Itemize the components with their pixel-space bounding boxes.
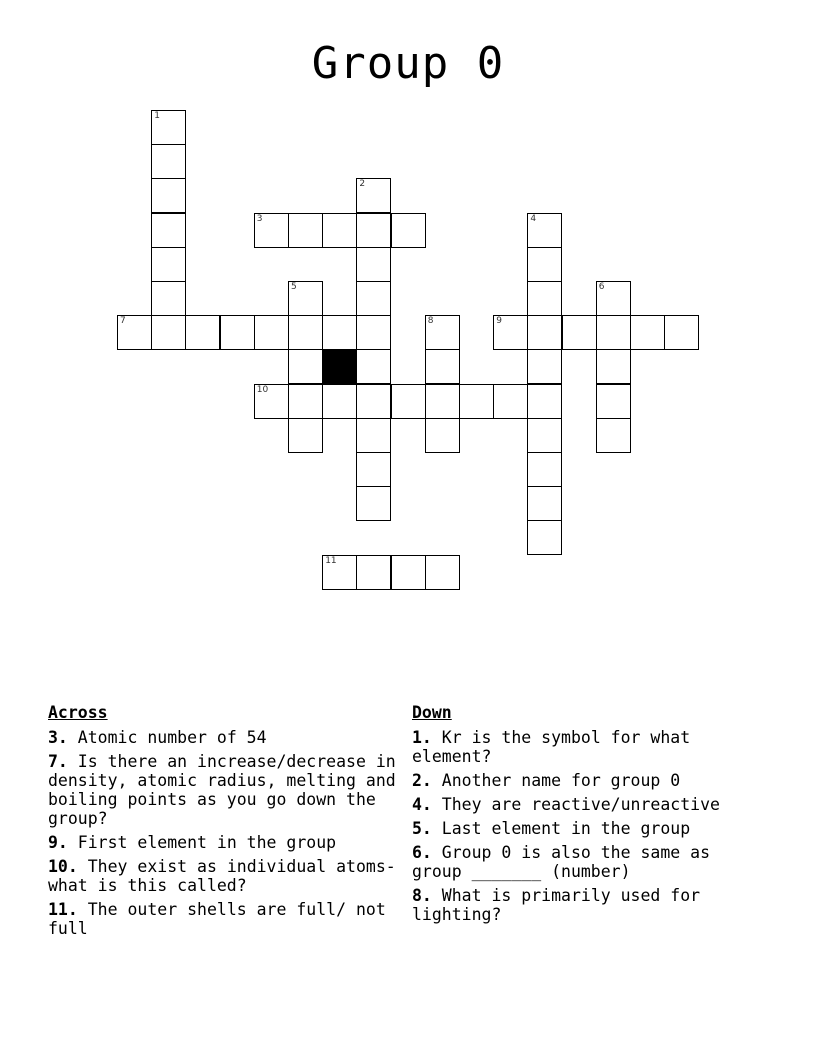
crossword-cell[interactable] [527, 452, 562, 487]
crossword-cell[interactable] [356, 178, 391, 213]
crossword-cell[interactable] [151, 110, 186, 145]
down-clue [412, 819, 768, 838]
across-clue [48, 728, 404, 747]
clue-number: 11 [325, 555, 337, 566]
crossword-cell[interactable] [356, 213, 391, 248]
clue-text: The outer shells are full/ not full [48, 900, 396, 938]
crossword-cell[interactable] [527, 418, 562, 453]
down-clue [412, 771, 768, 790]
down-clue [412, 843, 768, 881]
clue-number: 1 [154, 111, 160, 121]
clue-number: 10 [256, 384, 269, 395]
crossword-cell[interactable] [527, 247, 562, 282]
crossword-cell[interactable] [356, 315, 391, 350]
crossword-cell[interactable] [288, 384, 323, 419]
across-clue [48, 857, 404, 895]
crossword-cell[interactable] [527, 520, 562, 555]
crossword-cell[interactable] [356, 452, 391, 487]
clue-number-label: 7. [48, 752, 68, 771]
clue-number: 8 [427, 316, 434, 327]
clue-number-label: 8. [412, 886, 432, 905]
crossword-cell[interactable] [425, 349, 460, 384]
clue-text: First element in the group [67, 833, 337, 852]
crossword-cell[interactable] [151, 281, 186, 316]
down-clue [412, 728, 768, 766]
clue-text: Group 0 is also the same as group _______ (number) [412, 843, 720, 881]
down-clue [412, 795, 768, 814]
clue-text: Atomic number of 54 [67, 728, 267, 747]
puzzle-title: Group 0 [311, 38, 505, 89]
crossword-cell[interactable] [356, 247, 391, 282]
crossword-cell[interactable] [425, 555, 460, 590]
crossword-cell[interactable] [356, 486, 391, 521]
clue-number-label: 4. [412, 795, 432, 814]
crossword-cell[interactable] [220, 315, 255, 350]
crossword-cell[interactable] [596, 281, 631, 316]
clue-text: Is there an increase/decrease in density, atomic radius, melting and boiling points as you go down the group? [48, 752, 406, 828]
clue-number-label: 3. [48, 728, 68, 747]
crossword-cell[interactable] [117, 315, 152, 350]
crossword-cell[interactable] [425, 315, 460, 350]
clue-text: Another name for group 0 [431, 771, 681, 790]
crossword-cell[interactable] [322, 315, 357, 350]
crossword-cell[interactable] [596, 418, 631, 453]
crossword-cell[interactable] [151, 178, 186, 213]
clue-text: What is primarily used for lighting? [412, 886, 711, 924]
clue-number-label: 9. [48, 833, 68, 852]
across-clue [48, 752, 404, 828]
crossword-cell[interactable] [391, 213, 426, 248]
crossword-cell[interactable] [322, 213, 357, 248]
clue-text: Kr is the symbol for what element? [412, 728, 701, 766]
crossword-cell[interactable] [288, 315, 323, 350]
crossword-cell[interactable] [254, 384, 289, 419]
clue-number: 6 [598, 282, 605, 292]
clue-number-label: 11. [48, 900, 78, 919]
clue-number-label: 2. [412, 771, 432, 790]
crossword-cell[interactable] [151, 315, 186, 350]
clue-number: 5 [291, 282, 297, 292]
down-heading: Down [412, 703, 452, 722]
clue-text: They are reactive/unreactive [431, 795, 720, 814]
crossword-cell[interactable] [425, 418, 460, 453]
crossword-cell[interactable] [288, 213, 323, 248]
crossword-cell[interactable] [527, 281, 562, 316]
crossword-cell[interactable] [664, 315, 699, 350]
crossword-cell[interactable] [459, 384, 494, 419]
clue-number-label: 5. [412, 819, 432, 838]
crossword-cell[interactable] [391, 555, 426, 590]
clue-number: 7 [120, 316, 126, 327]
crossword-cell[interactable] [527, 213, 562, 248]
crossword-cell[interactable] [356, 349, 391, 384]
crossword-cell[interactable] [493, 315, 528, 350]
clue-number: 3 [256, 213, 263, 224]
crossword-cell[interactable] [527, 349, 562, 384]
across-clue [48, 900, 404, 938]
clue-number: 4 [530, 213, 537, 224]
clue-number: 9 [496, 316, 502, 327]
crossword-cell[interactable] [527, 384, 562, 419]
crossword-cell[interactable] [254, 213, 289, 248]
crossword-cell[interactable] [322, 384, 357, 419]
crossword-cell[interactable] [562, 315, 597, 350]
clue-number-label: 10. [48, 857, 78, 876]
crossword-cell[interactable] [288, 281, 323, 316]
crossword-cell[interactable] [185, 315, 220, 350]
clue-number: 2 [359, 179, 366, 190]
crossword-cell[interactable] [356, 281, 391, 316]
down-clues [412, 703, 768, 929]
crossword-cell[interactable] [322, 555, 357, 590]
across-heading: Across [48, 703, 108, 722]
crossword-cell[interactable] [288, 418, 323, 453]
across-clues [48, 703, 404, 943]
crossword-cell[interactable] [596, 315, 631, 350]
crossword-cell[interactable] [151, 213, 186, 248]
crossword-cell[interactable] [425, 384, 460, 419]
crossword-cell[interactable] [630, 315, 665, 350]
crossword-cell[interactable] [254, 315, 289, 350]
crossword-cell[interactable] [596, 384, 631, 419]
crossword-cell[interactable] [527, 486, 562, 521]
crossword-cell[interactable] [151, 247, 186, 282]
clue-number-label: 6. [412, 843, 432, 862]
crossword-cell[interactable] [288, 349, 323, 384]
clue-number-label: 1. [412, 728, 432, 747]
crossword-cell[interactable] [356, 384, 391, 419]
crossword-cell[interactable] [391, 384, 426, 419]
down-clue [412, 886, 768, 924]
crossword-cell[interactable] [151, 144, 186, 179]
black-square [322, 349, 357, 384]
crossword-cell[interactable] [493, 384, 528, 419]
across-clue [48, 833, 404, 852]
clue-text: Last element in the group [431, 819, 691, 838]
clue-text: They exist as individual atoms- what is this called? [48, 857, 406, 895]
crossword-cell[interactable] [596, 349, 631, 384]
crossword-cell[interactable] [356, 418, 391, 453]
crossword-cell[interactable] [527, 315, 562, 350]
crossword-cell[interactable] [356, 555, 391, 590]
